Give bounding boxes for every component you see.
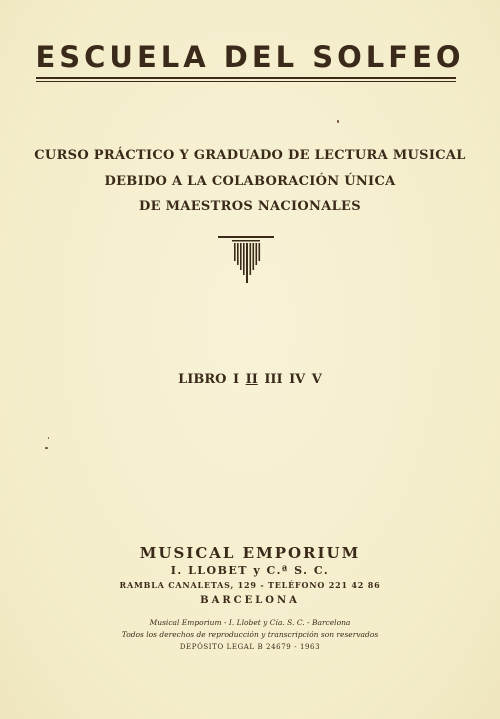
volume-5: V (311, 372, 322, 387)
book-volume-line (0, 372, 500, 387)
footer-imprint: Musical Emporium - I. Llobet y Cía. S. C. - Barcelona (149, 618, 351, 627)
title-rule-thin (36, 81, 456, 82)
publisher-address: RAMBLA CANALETAS, 129 - TELÉFONO 221 42 86 (119, 580, 381, 590)
volume-1: I (232, 372, 240, 387)
footer-legal-deposit: DEPÓSITO LEGAL B 24679 - 1963 (179, 643, 321, 651)
paper-speck (337, 120, 339, 123)
publisher-company: I. LLOBET y C.ª S. C. (170, 564, 330, 577)
subtitle-line-3: DE MAESTROS NACIONALES (139, 199, 361, 214)
libro-label: LIBRO (178, 372, 227, 387)
title-rule-thick (36, 77, 456, 79)
ornament-icon (218, 236, 274, 286)
volume-3: III (264, 372, 283, 387)
subtitle-line-2: DEBIDO A LA COLABORACIÓN ÚNICA (104, 174, 396, 189)
cover-title: ESCUELA DEL SOLFEO (35, 40, 465, 74)
paper-speck (45, 447, 48, 449)
publisher-name: MUSICAL EMPORIUM (139, 544, 361, 562)
subtitle-line-1: CURSO PRÁCTICO Y GRADUADO DE LECTURA MUSICAL (34, 148, 466, 163)
publisher-city: BARCELONA (200, 595, 300, 606)
footer-rights: Todos los derechos de reproducción y transcripción son reservados (121, 630, 379, 639)
volume-2-selected: II (245, 372, 258, 387)
volume-4: IV (289, 372, 306, 387)
paper-speck (48, 437, 49, 439)
